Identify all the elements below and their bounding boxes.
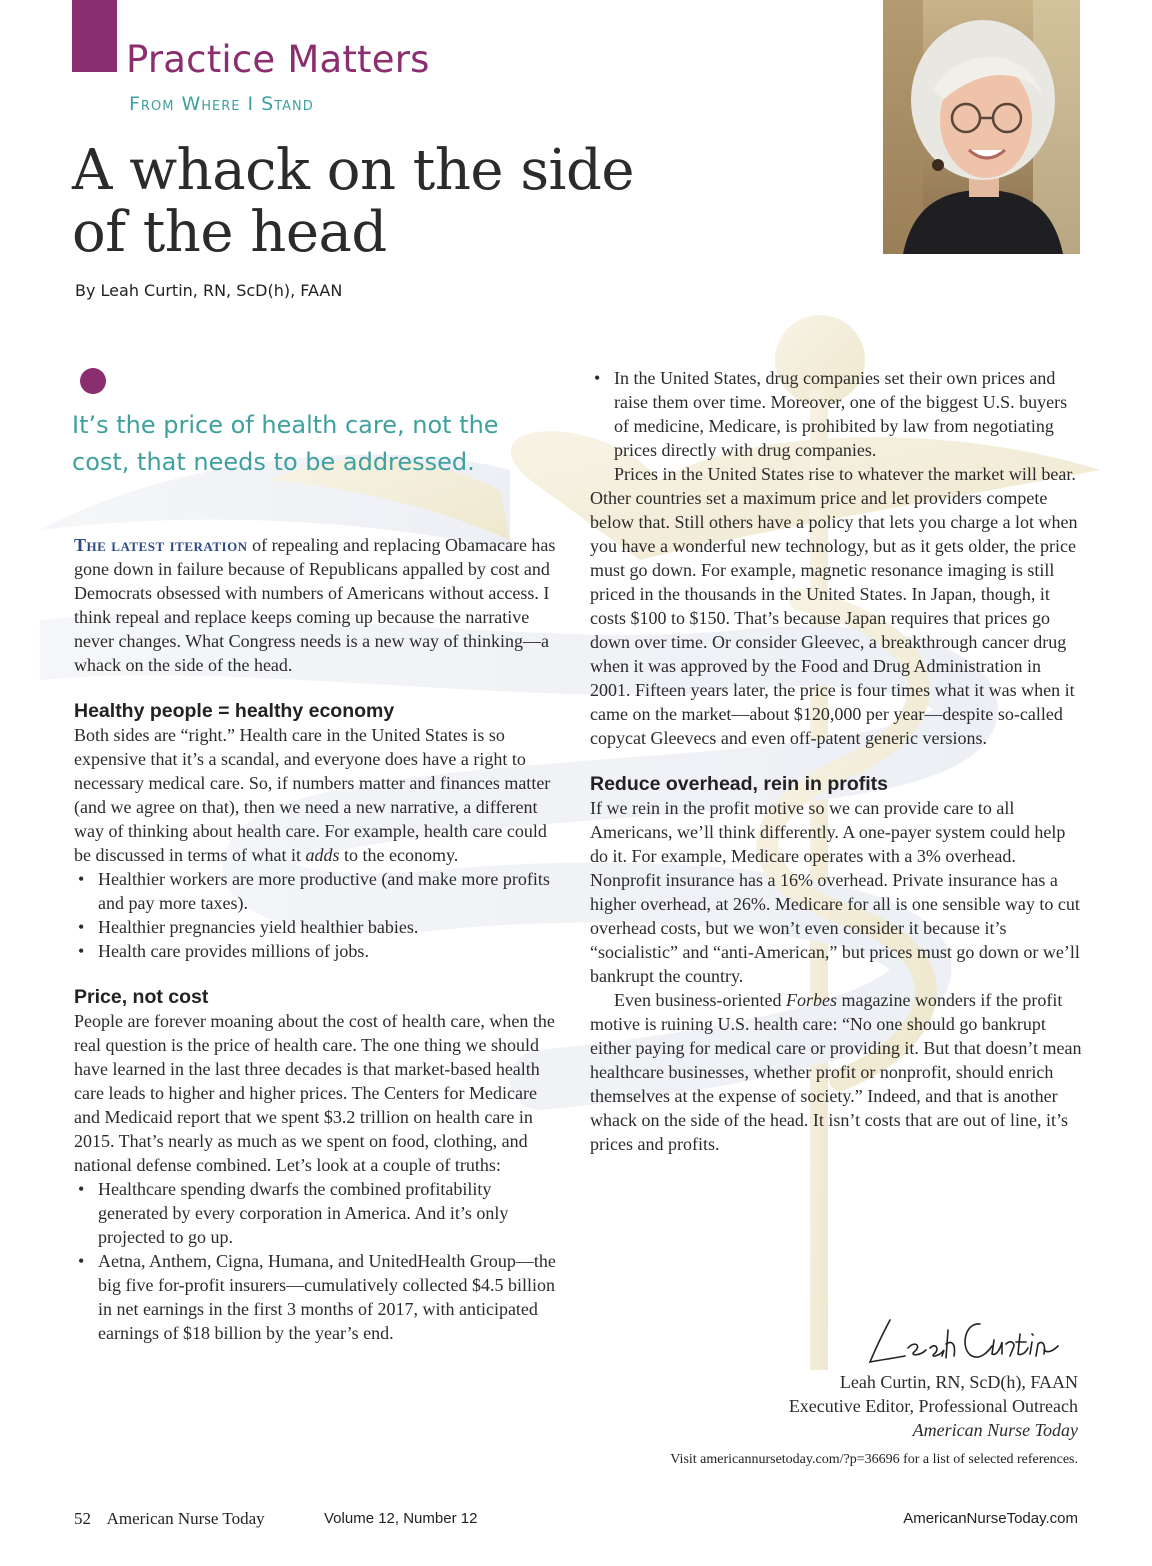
footer-page-info	[74, 1509, 265, 1529]
byline: By Leah Curtin, RN, ScD(h), FAAN	[75, 281, 343, 300]
section2-bullet-list-continued	[590, 366, 1082, 462]
intro-text: of repealing and replacing Obamacare has gone down in failure because of Republicans appalled by cost and Democrats obsessed with numbers of Americans without access. I think repeal and replace keeps coming up because the narrative never changes. What Congress needs is a new way of thinking—a whack on the side of the head.	[74, 535, 556, 675]
author-name: Leah Curtin, RN, ScD(h), FAAN	[839, 1372, 1078, 1392]
headline-line-2: of the head	[72, 200, 387, 265]
pull-quote-bullet-icon	[80, 368, 106, 394]
pull-quote: It’s the price of health care, not the cost, that needs to be addressed.	[72, 411, 499, 476]
author-signature-block	[650, 1370, 1078, 1442]
section1-emphasis: adds	[305, 845, 340, 865]
list-item: • Healthier workers are more productive (and make more profits and pay more taxes).	[74, 867, 564, 915]
section1-paragraph	[74, 723, 564, 867]
references-note: Visit americannursetoday.com/?p=36696 for a list of selected references.	[670, 1452, 1078, 1467]
section3-emphasis: Forbes	[785, 990, 837, 1010]
footer-website: AmericanNurseToday.com	[903, 1510, 1078, 1527]
footer-magazine-name: American Nurse Today	[106, 1509, 265, 1528]
list-item: • Health care provides millions of jobs.	[74, 939, 564, 963]
section3-paragraph: If we rein in the profit motive so we can provide care to all Americans, we’ll think differently. A one-payer system could help do it. For example, Medicare operates with a 3% overhead. Nonprofit insurance has a 16% overhead. Private insurance has a higher overhead, at 26%. Medicare for all is one sensible way to cut overhead costs, but we won’t even consider it because it’s “socialistic” and “anti-American,” but prices must go down or we’ll bankrupt the country.	[590, 798, 1080, 986]
intro-paragraph	[74, 533, 564, 677]
author-photo	[883, 0, 1080, 254]
article-column-left	[74, 533, 564, 1345]
section2-paragraph: People are forever moaning about the cost of health care, when the real question is the price of health care. The one thing we should have learned in the last three decades is that market-based health care leads to higher and higher prices. The Centers for Medicare and Medicaid report that we spent $3.2 trillion on health care in 2015. That’s nearly as much as we spent on food, clothing, and national defense combined. Let’s look at a couple of truths:	[74, 1011, 555, 1175]
section-heading-reduce-overhead: Reduce overhead, rein in profits	[590, 773, 888, 795]
list-item: • Healthcare spending dwarfs the combined profitability generated by every corporation in America. And it’s only projected to go up.	[74, 1177, 564, 1249]
section1-bullet-list	[74, 867, 564, 963]
section-color-bar	[72, 0, 117, 72]
author-publication	[650, 1418, 1078, 1442]
section-heading-healthy-economy: Healthy people = healthy economy	[74, 700, 395, 722]
section3-text-end: magazine wonders if the profit motive is ruining U.S. health care: “No one should go bankrupt either paying for medical care or providing it. But that doesn’t mean healthcare businesses, whether profit or nonprofit, should enrich themselves at the expense of society.” Indeed, and that is another whack on the side of the head. It isn’t costs that are out of line, it’s prices and profits.	[590, 990, 1082, 1154]
section2-bullet-list	[74, 1177, 564, 1345]
section1-text-end: to the economy.	[339, 845, 459, 865]
publication-name: American Nurse Today	[912, 1420, 1078, 1440]
section2-paragraph-2: Prices in the United States rise to whatever the market will bear. Other countries set a maximum price and let providers compete below that. Still others have a policy that lets you charge a lot when you have a wonderful new technology, but as it gets older, the price must go down. For example, magnetic resonance imaging is still priced in the thousands in the United States. In Japan, though, it costs $100 to $150. That’s because Japan requires that prices go down over time. Or consider Gleevec, a breakthrough cancer drug when it was approved by the Food and Drug Administration in 2001. Fifteen years later, the price is four times what it was when it came on the market—about $120,000 per year—despite so-called copycat Gleevecs and even off-patent generic versions.	[590, 464, 1078, 748]
list-item: • In the United States, drug companies set their own prices and raise them over time. Moreover, one of the biggest U.S. buyers of medicine, Medicare, is prohibited by law from negotiating prices directly with drug companies.	[590, 366, 1082, 462]
headline-line-1: A whack on the side	[72, 138, 634, 203]
footer-volume: Volume 12, Number 12	[324, 1510, 478, 1527]
lead-in: The latest iteration	[74, 535, 248, 555]
page-number: 52	[74, 1509, 91, 1528]
section-heading-price-not-cost: Price, not cost	[74, 986, 209, 1008]
page-title	[72, 140, 712, 264]
list-item: • Healthier pregnancies yield healthier babies.	[74, 915, 564, 939]
section-subtitle: From Where I Stand	[129, 93, 314, 115]
section-title: Practice Matters	[126, 38, 430, 81]
article-column-right	[590, 366, 1082, 1156]
author-role: Executive Editor, Professional Outreach	[788, 1396, 1078, 1416]
list-item: • Aetna, Anthem, Cigna, Humana, and UnitedHealth Group—the big five for-profit insurers—cumulatively collected $4.5 billion in net earnings in the first 3 months of 2017, with anticipated earnings of $18 billion by the year’s end.	[74, 1249, 564, 1345]
section3-paragraph-2	[590, 988, 1082, 1156]
section1-text: Both sides are “right.” Health care in the United States is so expensive that it’s a scandal, and everyone does have a right to necessary medical care. So, if numbers matter and finances matter (and we agree on that), then we need a new narrative, a different way of thinking about health care. For example, health care could be discussed in terms of what it	[74, 725, 551, 865]
handwritten-signature	[860, 1310, 1060, 1370]
section3-text: Even business-oriented	[614, 990, 786, 1010]
